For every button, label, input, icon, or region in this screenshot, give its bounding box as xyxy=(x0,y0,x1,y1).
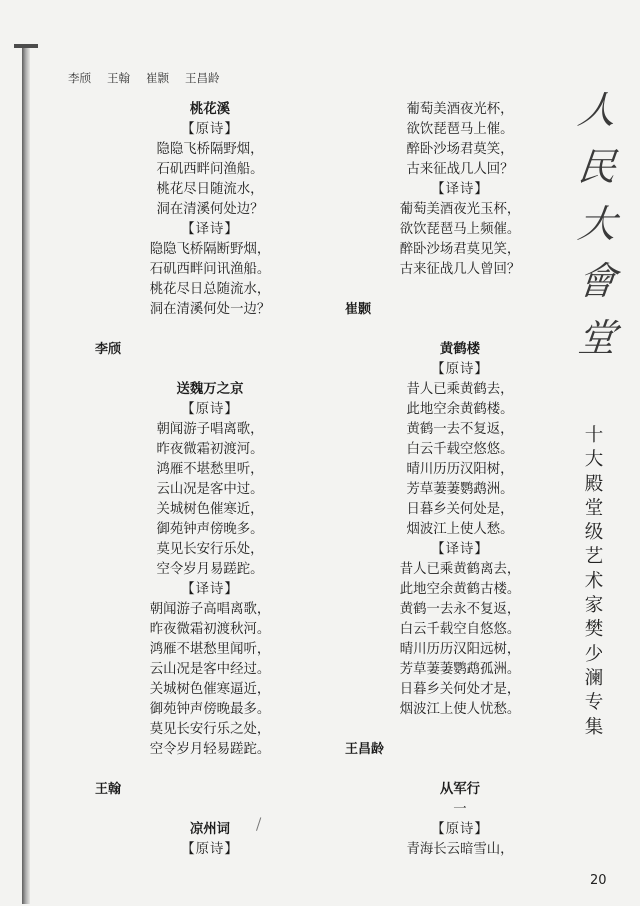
verse-line: 空令岁月轻易蹉跎。 xyxy=(149,742,271,757)
verse-line: 日暮乡关何处才是， xyxy=(399,682,521,697)
calligraphy-char: 民 xyxy=(575,145,619,189)
blank-line xyxy=(95,800,325,820)
section-tag: 【译诗】 xyxy=(181,222,239,237)
verse-line: 青海长云暗雪山， xyxy=(406,842,514,857)
verse-line: 洞在清溪何处一边？ xyxy=(149,302,271,317)
poem-title: 黄鹤楼 xyxy=(439,342,481,357)
header-author: 王昌龄 xyxy=(185,71,220,85)
verse-line: 晴川历历汉阳树， xyxy=(406,462,514,477)
verse-line: 醉卧沙场君莫见笑， xyxy=(399,242,521,257)
collection-char: 集 xyxy=(584,716,604,738)
verse-line: 日暮乡关何处是， xyxy=(406,502,514,517)
collection-char: 大 xyxy=(584,449,604,471)
verse-line: 桃花尽日总随流水， xyxy=(149,282,271,297)
verse-line: 云山况是客中经过。 xyxy=(149,662,271,677)
verse-line: 朝闻游子高唱离歌， xyxy=(149,602,271,617)
verse-line: 黄鹤一去不复返， xyxy=(406,422,514,437)
poem-title: 从军行 xyxy=(439,782,481,797)
calligraphy-char: 堂 xyxy=(575,316,619,360)
verse-line: 葡萄美酒夜光玉杯， xyxy=(399,202,521,217)
collection-char: 澜 xyxy=(584,667,604,689)
running-header xyxy=(68,70,236,86)
verse-line: 云山况是客中过。 xyxy=(156,482,264,497)
page-number: 20 xyxy=(590,873,607,888)
poem-title: 送魏万之京 xyxy=(176,382,244,397)
header-author: 崔颢 xyxy=(146,71,169,85)
verse-line: 此地空余黄鹤楼。 xyxy=(406,402,514,417)
verse-line: 隐隐飞桥隔断野烟， xyxy=(149,242,271,257)
verse-line: 白云千载空悠悠。 xyxy=(406,442,514,457)
verse-line: 莫见长安行乐处， xyxy=(156,542,264,557)
collection-char: 殿 xyxy=(584,473,604,495)
verse-line: 隐隐飞桥隔野烟， xyxy=(156,142,264,157)
header-author: 李颀 xyxy=(68,71,91,85)
blank-line xyxy=(345,720,575,740)
poem-title: 凉州词 xyxy=(189,822,231,837)
verse-line: 朝闻游子唱离歌， xyxy=(156,422,264,437)
verse-line: 葡萄美酒夜光杯， xyxy=(406,102,514,117)
blank-line xyxy=(95,360,325,380)
section-tag: 【译诗】 xyxy=(431,182,489,197)
verse-line: 昨夜微霜初渡秋河。 xyxy=(149,622,271,637)
verse-line: 芳草萋萋鹦鹉洲。 xyxy=(406,482,514,497)
verse-line: 桃花尽日随流水， xyxy=(156,182,264,197)
verse-line: 醉卧沙场君莫笑， xyxy=(406,142,514,157)
verse-line: 芳草萋萋鹦鹉孤洲。 xyxy=(399,662,521,677)
verse-line: 莫见长安行乐之处， xyxy=(149,722,271,737)
left-poem-column xyxy=(95,100,325,860)
verse-line: 古来征战几人曾回？ xyxy=(399,262,521,277)
verse-line: 此地空余黄鹤古楼。 xyxy=(399,582,521,597)
blank-line xyxy=(345,320,575,340)
verse-line: 石矶西畔问渔船。 xyxy=(156,162,264,177)
collection-char: 术 xyxy=(584,570,604,592)
collection-char: 艺 xyxy=(584,546,604,568)
verse-line: 欲饮琵琶马上频催。 xyxy=(399,222,521,237)
section-tag: 【译诗】 xyxy=(181,582,239,597)
verse-line: 鸿雁不堪愁里听， xyxy=(156,462,264,477)
collection-title xyxy=(582,424,606,740)
right-poem-column xyxy=(345,100,575,860)
collection-char: 级 xyxy=(584,522,604,544)
verse-line: 鸿雁不堪愁里闻听， xyxy=(149,642,271,657)
collection-char: 少 xyxy=(584,643,604,665)
blank-line xyxy=(95,320,325,340)
author-heading: 崔颢 xyxy=(345,302,372,317)
collection-char: 家 xyxy=(584,595,604,617)
section-tag: 【原诗】 xyxy=(431,822,489,837)
verse-line: 古来征战几人回？ xyxy=(406,162,514,177)
verse-line: 一 xyxy=(453,802,467,817)
collection-char: 专 xyxy=(584,692,604,714)
blank-line xyxy=(95,760,325,780)
calligraphy-char: 大 xyxy=(575,202,619,246)
verse-line: 晴川历历汉阳远树， xyxy=(399,642,521,657)
author-heading: 王昌龄 xyxy=(345,742,385,757)
calligraphy-title xyxy=(567,82,627,367)
verse-line: 黄鹤一去永不复返， xyxy=(399,602,521,617)
author-heading: 王翰 xyxy=(95,782,122,797)
poem-title: 桃花溪 xyxy=(189,102,231,117)
verse-line: 关城树色催寒近， xyxy=(156,502,264,517)
collection-char: 樊 xyxy=(584,619,604,641)
header-author: 王翰 xyxy=(107,71,130,85)
blank-line xyxy=(345,760,575,780)
verse-line: 烟波江上使人愁。 xyxy=(406,522,514,537)
section-tag: 【译诗】 xyxy=(431,542,489,557)
verse-line: 昨夜微霜初渡河。 xyxy=(156,442,264,457)
collection-char: 十 xyxy=(584,425,604,446)
verse-line: 烟波江上使人忧愁。 xyxy=(399,702,521,717)
verse-line: 洞在清溪何处边？ xyxy=(156,202,264,217)
blank-line xyxy=(345,280,575,300)
verse-line: 御苑钟声傍晚最多。 xyxy=(149,702,271,717)
verse-line: 昔人已乘黄鹤离去， xyxy=(399,562,521,577)
section-tag: 【原诗】 xyxy=(431,362,489,377)
verse-line: 欲饮琵琶马上催。 xyxy=(406,122,514,137)
page-binding-edge xyxy=(22,44,30,904)
section-tag: 【原诗】 xyxy=(181,842,239,857)
calligraphy-char: 人 xyxy=(575,88,619,132)
verse-line: 石矶西畔问讯渔船。 xyxy=(149,262,271,277)
section-tag: 【原诗】 xyxy=(181,122,239,137)
collection-char: 堂 xyxy=(584,497,604,519)
verse-line: 空令岁月易蹉跎。 xyxy=(156,562,264,577)
calligraphy-char: 會 xyxy=(575,259,619,303)
section-tag: 【原诗】 xyxy=(181,402,239,417)
verse-line: 关城树色催寒逼近， xyxy=(149,682,271,697)
verse-line: 白云千载空自悠悠。 xyxy=(399,622,521,637)
verse-line: 昔人已乘黄鹤去， xyxy=(406,382,514,397)
verse-line: 御苑钟声傍晚多。 xyxy=(156,522,264,537)
author-heading: 李颀 xyxy=(95,342,122,357)
